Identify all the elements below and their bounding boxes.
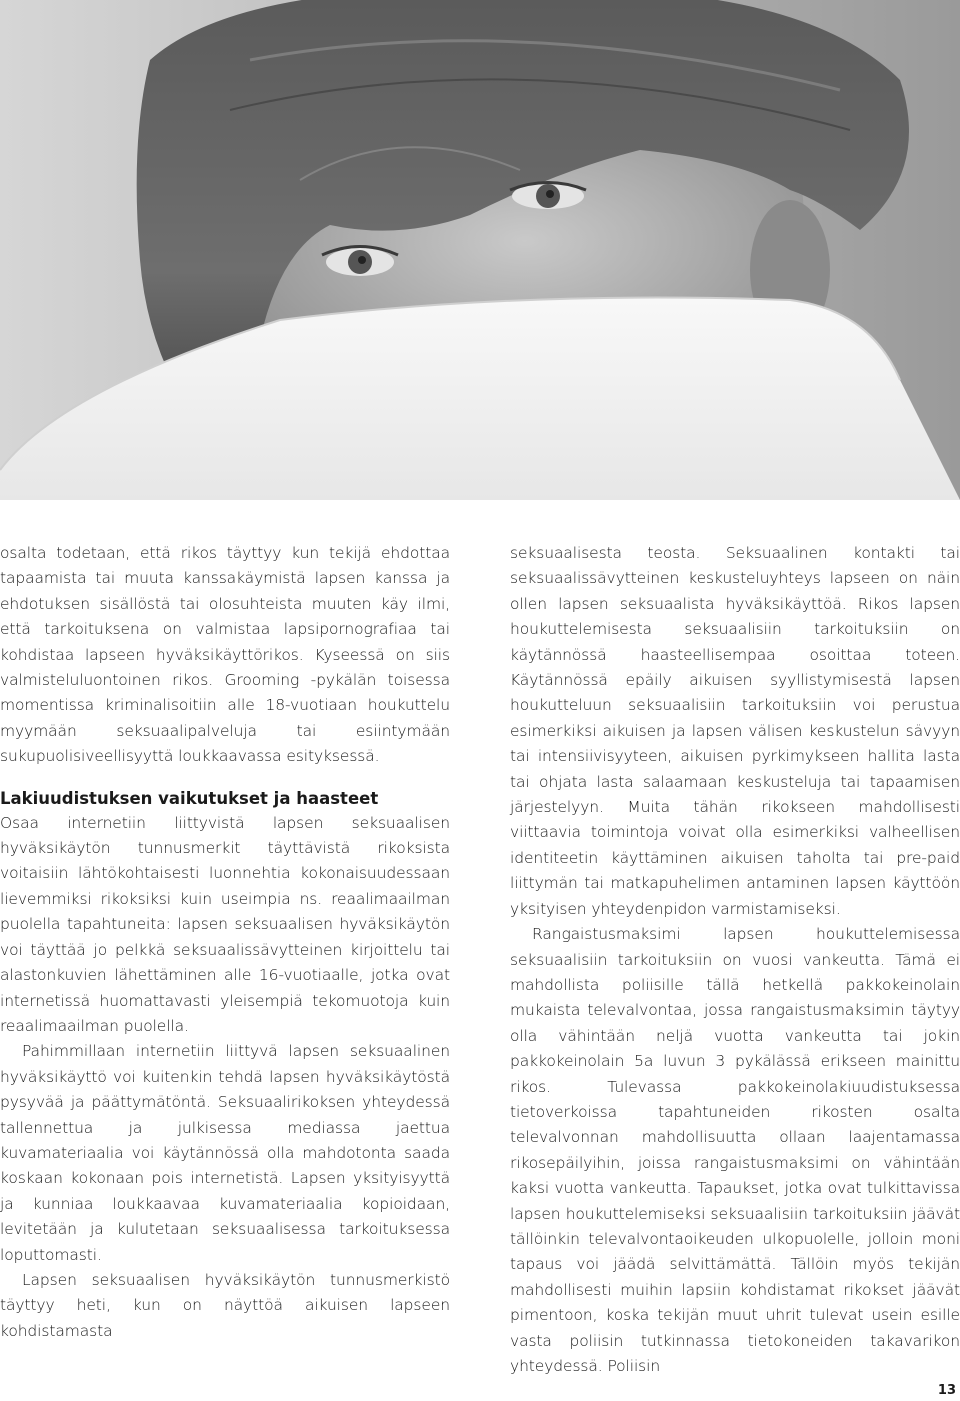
left-text-column	[0, 541, 450, 1344]
body-paragraph: Lapsen seksuaalisen hyväksikäytön tunnusmerkistö täyttyy heti, kun on näyttöä aikuisen lapseen kohdistamasta	[0, 1270, 450, 1340]
photo-icon	[0, 0, 960, 500]
body-paragraph: Rangaistusmaksimi lapsen houkuttelemisessa seksuaalisiin tarkoituksiin on vuosi vankeutta. Tämä ei mahdollista poliisille tällä hetkellä pakkokeinolain mukaista televalvontaa, jossa rangaistusmaksimin täytyy olla vähintään neljä vuotta vankeutta tai jokin pakkokeinolain 5a luvun 3 pykälässä erikseen mainittu rikos. Tulevassa pakkokeinolakiuudistuksessa tietoverkoissa tapahtuneiden rikosten osalta televalvonnan mahdollisuutta ollaan laajentamassa rikosepäilyihin, joissa rangaistusmaksimi on vähintään kaksi vuotta vankeutta. Tapaukset, jotka ovat tulkittavissa lapsen houkuttelemiseksi seksuaalisiin tarkoituksiin jäävät tällöinkin televalvontaoikeuden ulkopuolelle, jolloin moni tapaus voi jäädä selvittämättä. Tällöin myös tekijän mahdollisesti muihin lapsiin kohdistamat rikokset jäävät pimentoon, koska tekijän muut uhrit tulevat usein esille vasta poliisin tutkinnassa tietokoneiden takavarikon yhteydessä. Poliisin	[510, 925, 960, 1375]
body-paragraph: osalta todetaan, että rikos täyttyy kun tekijä ehdottaa tapaamista tai muuta kanssakäymistä lapsen kanssa ja ehdotuksen sisällöstä tai olosuhteista muuten käy ilmi, että tarkoituksena on valmistaa lapsipornografiaa tai kohdistaa lapseen hyväksikäyttörikos. Kyseessä on siis valmisteluluontoinen rikos. Grooming -pykälän toisessa momentissa kriminalisoitiin alle 18-vuotiaan houkuttelu myymään seksuaalipalveluja tai esiintymään sukupuolisiveellisyyttä loukkaavassa esityksessä.	[0, 544, 450, 766]
page-number: 13	[937, 1383, 956, 1398]
body-paragraph: Pahimmillaan internetiin liittyvä lapsen seksuaalinen hyväksikäyttö voi kuitenkin tehdä lapsen hyväksikäytöstä pysyvää ja päättymätöntä. Seksuaalirikoksen yhteydessä tallennettua ja julkisessa mediassa jaettua kuvamateriaalia voi käytännössä olla mahdotonta saada koskaan kokonaan pois internetistä. Lapsen yksityisyyttä ja kunniaa loukkaavaa kuvamateriaalia kopioidaan, levitetään ja kulutetaan seksuaalisessa tarkoituksessa loputtomasti.	[0, 1042, 450, 1264]
body-paragraph: Osaa internetiin liittyvistä lapsen seksuaalisen hyväksikäytön tunnusmerkit täyttävistä rikoksista voitaisiin lähtökohtaisesti luonnehtia kokonaisuudessaan lievemmiksi rikoksiksi kuin useimpia ns. reaalimaailman puolella tapahtuneita: lapsen seksuaalisen hyväksikäytön voi täyttää jo pelkkä seksuaalissävytteinen kirjoittelu tai alastonkuvien lähettäminen alle 16-vuotiaalle, jotka ovat internetissä huomattavasti yleisempiä tekomuotoja kuin reaalimaailman puolella.	[0, 813, 450, 1035]
body-paragraph: seksuaalisesta teosta. Seksuaalinen kontakti tai seksuaalissävytteinen keskusteluyhteys lapseen on näin ollen lapsen seksuaalista hyväksikäyttöä. Rikos lapsen houkuttelemisesta seksuaalisiin tarkoituksiin on käytännössä haasteellisempaa osoittaa toteen. Käytännössä epäily aikuisen syyllistymisestä lapsen houkutteluun seksuaalisiin tarkoituksiin voi perustua esimerkiksi aikuisen ja lapsen välisen keskustelun sävyyn tai intensiivisyyteen, aikuisen pyrkimykseen hallita lasta tai ohjata lasta salaamaan keskusteluja tai tapaamisen järjestelyyn. Muita tähän rikokseen mahdollisesti viittaavia toimintoja voivat olla esimerkiksi valheellisen identiteetin käyttäminen aikuisen taholta tai pre-paid liittymän tai matkapuhelimen antaminen lapsen käyttöön yksityisen yhteydenpidon varmistamiseksi.	[510, 544, 960, 918]
right-text-column	[510, 541, 960, 1379]
boy-behind-laptop-photo	[0, 0, 960, 500]
section-heading: Lakiuudistuksen vaikutukset ja haasteet	[0, 788, 379, 808]
